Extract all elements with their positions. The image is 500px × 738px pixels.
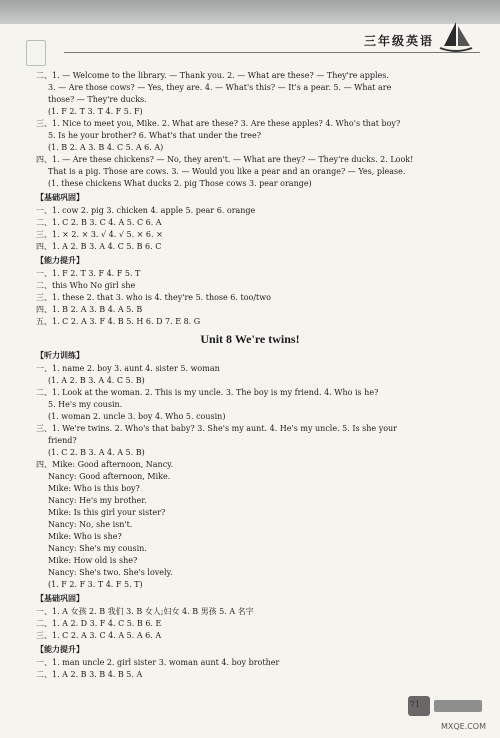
answer-line: (1. F 2. T 3. T 4. F 5. F): [48, 107, 143, 116]
watermark-text: MXQE.COM: [440, 722, 486, 731]
answer-line: (1. B 2. A 3. B 4. C 5. A 6. A): [48, 143, 164, 152]
answer-line: 一、1. F 2. T 3. F 4. F 5. T: [36, 269, 141, 278]
answer-line: 二、1. Look at the woman. 2. This is my uncle. 3. The boy is my friend. 4. Who is he?: [36, 388, 379, 397]
dialogue-line: Mike: Is this girl your sister?: [48, 508, 166, 517]
section-label-basic: 【 基础巩固 】: [36, 192, 84, 203]
dialogue-line: 四、Mike: Good afternoon, Nancy.: [36, 460, 174, 469]
answer-line: 四、1. — Are these chickens? — No, they aren't. — What are they? — They're ducks. 2. Look!: [36, 155, 414, 164]
dialogue-line: Nancy: She's my cousin.: [48, 544, 147, 553]
section-label-basic: 【 基础巩固 】: [36, 593, 84, 604]
answer-line: 5. Is he your brother? 6. What's that under the tree?: [48, 131, 262, 140]
answer-line: 四、1. B 2. A 3. B 4. A 5. B: [36, 305, 143, 314]
dialogue-line: Nancy: He's my brother.: [48, 496, 147, 505]
dialogue-line: Nancy: Good afternoon, Mike.: [48, 472, 171, 481]
watermark-logo-icon: [406, 692, 486, 720]
dialogue-line: Nancy: She's two. She's lovely.: [48, 568, 173, 577]
dialogue-line: Mike: Who is this boy?: [48, 484, 140, 493]
answer-line: 三、1. C 2. A 3. C 4. A 5. A 6. A: [36, 631, 162, 640]
dialogue-line: Mike: Who is she?: [48, 532, 122, 541]
dialogue-line: Mike: How old is she?: [48, 556, 138, 565]
answer-line: (1. C 2. B 3. A 4. A 5. B): [48, 448, 145, 457]
answer-line: those? — They're ducks.: [48, 95, 147, 104]
dialogue-line: Nancy: No, she isn't.: [48, 520, 133, 529]
answer-line: 一、1. name 2. boy 3. aunt 4. sister 5. woman: [36, 364, 220, 373]
answer-line: 一、1. A 女孩 2. B 我们 3. B 女人;妇女 4. B 男孩 5. A 名字: [36, 607, 254, 616]
answer-line: (1. A 2. B 3. A 4. C 5. B): [48, 376, 145, 385]
answer-line: 5. He's my cousin.: [48, 400, 123, 409]
book-title: 三年级英语: [363, 34, 434, 48]
stamp-icon: [26, 40, 46, 66]
answer-line: 五、1. C 2. A 3. F 4. B 5. H 6. D 7. E 8. G: [36, 317, 201, 326]
header-band: [0, 0, 500, 24]
section-label-listening: 【 听力训练 】: [36, 350, 84, 361]
section-label-improve: 【 能力提升 】: [36, 255, 84, 266]
answer-line: (1. these chickens What ducks 2. pig Those cows 3. pear orange): [48, 179, 312, 188]
answer-line: 三、1. We're twins. 2. Who's that baby? 3. She's my aunt. 4. He's my uncle. 5. Is she your: [36, 424, 398, 433]
answer-line: (1. woman 2. uncle 3. boy 4. Who 5. cousin): [48, 412, 226, 421]
answer-line: (1. F 2. F 3. T 4. F 5. T): [48, 580, 143, 589]
answer-line: 一、1. cow 2. pig 3. chicken 4. apple 5. pear 6. orange: [36, 206, 256, 215]
answer-line: 二、1. C 2. B 3. C 4. A 5. C 6. A: [36, 218, 162, 227]
answer-line: 三、1. × 2. × 3. √ 4. √ 5. × 6. ×: [36, 230, 163, 239]
answer-line: 二、1. A 2. B 3. B 4. B 5. A: [36, 670, 143, 679]
answer-line: 二、this Who No girl she: [36, 281, 136, 290]
header-rule: [64, 52, 480, 53]
answer-line: friend?: [48, 436, 77, 445]
answer-line: 三、1. Nice to meet you, Mike. 2. What are these? 3. Are these apples? 4. Who's that boy?: [36, 119, 401, 128]
answer-line: 四、1. A 2. B 3. A 4. C 5. B 6. C: [36, 242, 162, 251]
answer-line: 一、1. man uncle 2. girl sister 3. woman aunt 4. boy brother: [36, 658, 280, 667]
section-label-improve: 【 能力提升 】: [36, 644, 84, 655]
answer-line: That is a pig. Those are cows. 3. — Would you like a pear and an orange? — Yes, please.: [48, 167, 406, 176]
answer-line: 二、1. — Welcome to the library. — Thank you. 2. — What are these? — They're apples.: [36, 71, 389, 80]
answer-line: 三、1. these 2. that 3. who is 4. they're 5. those 6. too/two: [36, 293, 271, 302]
answer-line: 3. — Are those cows? — Yes, they are. 4. — What's this? — It's a pear. 5. — What are: [48, 83, 392, 92]
sailboat-icon: [438, 20, 474, 54]
answer-line: 二、1. A 2. D 3. F 4. C 5. B 6. E: [36, 619, 162, 628]
unit-title: Unit 8 We're twins!: [200, 332, 300, 346]
